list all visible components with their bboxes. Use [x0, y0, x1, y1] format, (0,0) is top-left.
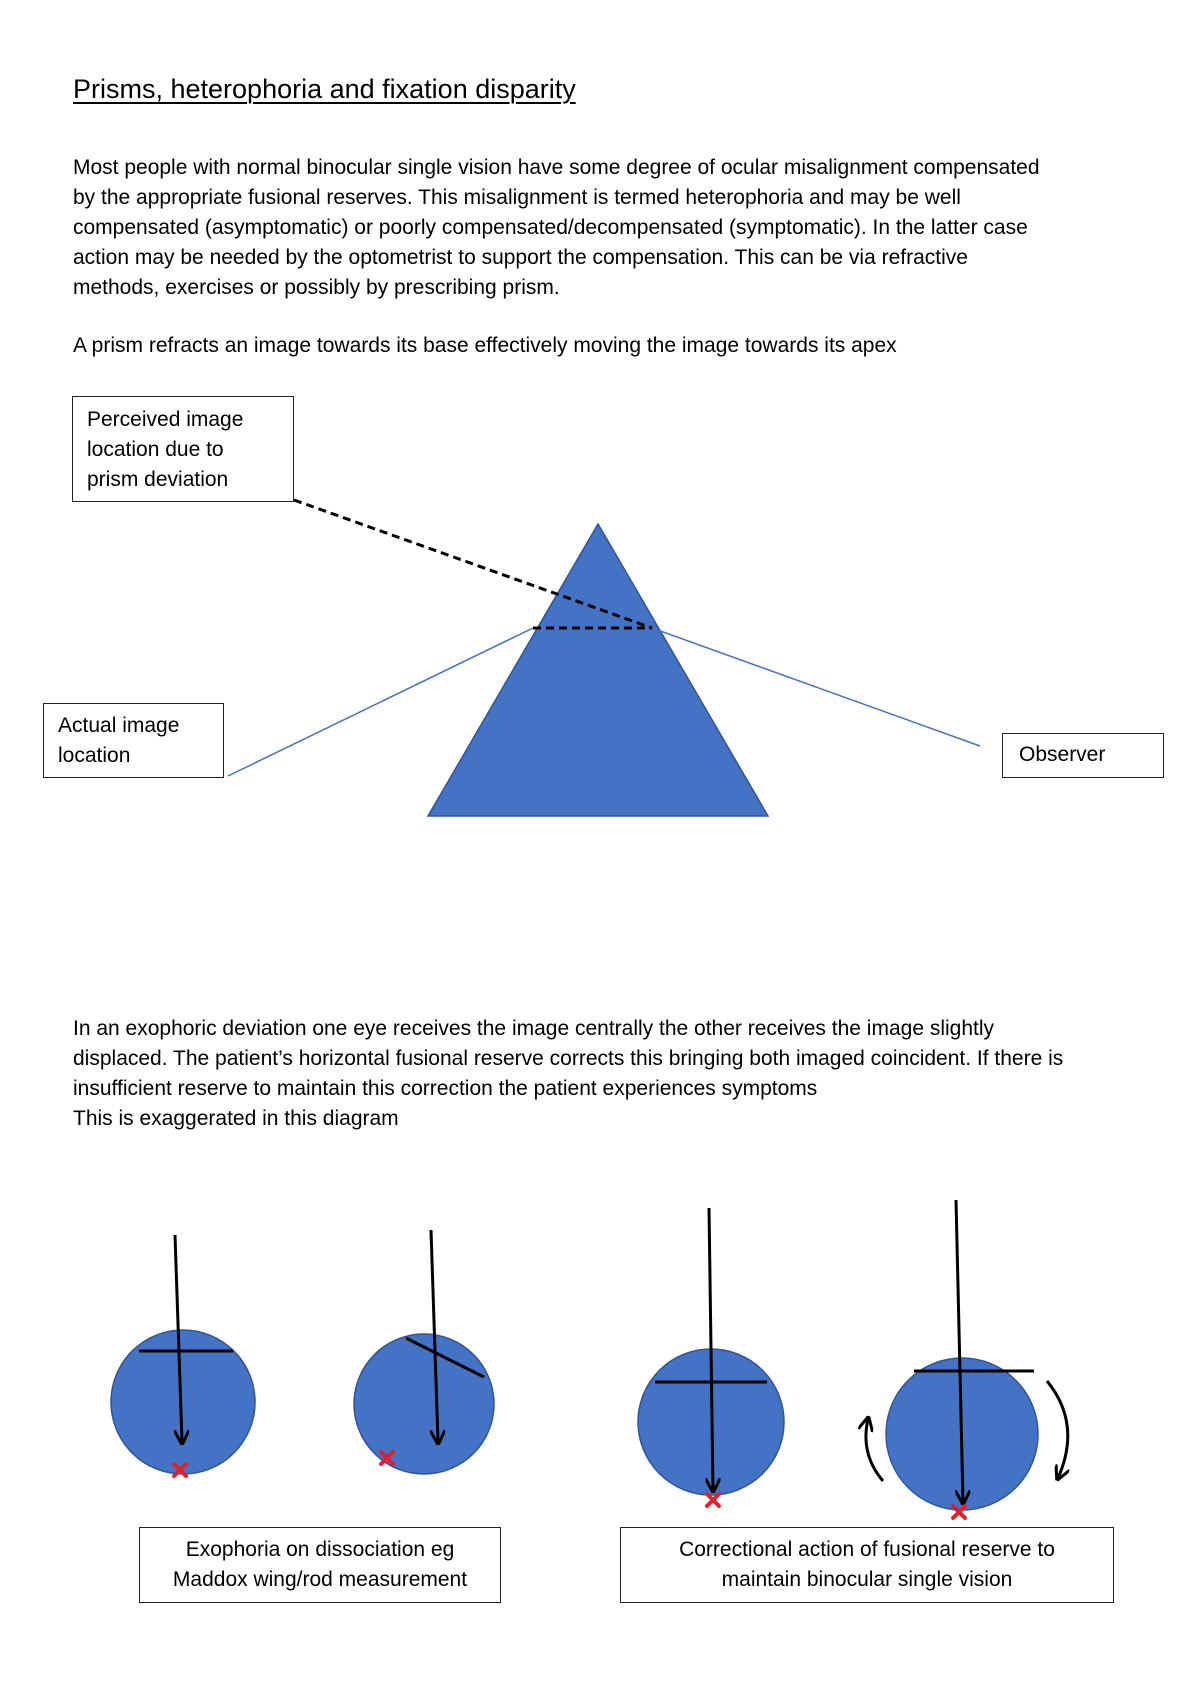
paragraph-line: Most people with normal binocular single vision have some degree of ocular misalignment compensated	[73, 156, 1040, 179]
label-line: location due to	[87, 438, 224, 461]
caption-line: Maddox wing/rod measurement	[172, 1568, 468, 1591]
page-title: Prisms, heterophoria and fixation disparity	[73, 74, 576, 104]
paragraph-line: insufficient reserve to maintain this correction the patient experiences symptoms	[73, 1077, 818, 1100]
eye-3-corrected	[638, 1208, 784, 1506]
paragraph-line: methods, exercises or possibly by prescribing prism.	[73, 276, 560, 299]
exophoria-caption-box	[139, 1527, 501, 1603]
eye-4-corrected	[886, 1200, 1038, 1518]
prism-diagram	[228, 500, 980, 816]
caption-line: Correctional action of fusional reserve to	[679, 1538, 1055, 1561]
eye-2-exophoria	[354, 1230, 494, 1474]
prism-triangle	[428, 524, 768, 816]
exophoria-paragraph	[73, 1014, 1163, 1134]
observer-label-box	[1002, 733, 1164, 778]
correction-caption-box	[620, 1527, 1114, 1603]
eye-3-fovea-marker	[707, 1494, 719, 1506]
perceived-image-label-box	[72, 396, 294, 502]
paragraph-line: action may be needed by the optometrist to support the compensation. This can be via refractive	[73, 246, 968, 269]
rotation-arrow-left-icon	[866, 1419, 883, 1481]
label-line: location	[58, 744, 131, 767]
paragraph-line: In an exophoric deviation one eye receives the image centrally the other receives the image slightly	[73, 1017, 995, 1040]
label-line: Actual image	[58, 714, 180, 737]
eye-1-exophoria	[111, 1235, 255, 1476]
label-line: prism deviation	[87, 468, 229, 491]
label-line: Observer	[1019, 743, 1106, 766]
caption-line: Exophoria on dissociation eg	[185, 1538, 455, 1561]
paragraph-line: A prism refracts an image towards its base effectively moving the image towards its apex	[73, 334, 897, 357]
rotation-arrow-right-icon	[1047, 1381, 1068, 1478]
eye-2-circle	[354, 1334, 494, 1474]
paragraph-line: This is exaggerated in this diagram	[73, 1107, 399, 1130]
actual-image-label-box	[43, 703, 224, 778]
paragraph-line: by the appropriate fusional reserves. This misalignment is termed heterophoria and may be well	[73, 186, 961, 209]
caption-line: maintain binocular single vision	[721, 1568, 1013, 1591]
paragraph-line: compensated (asymptomatic) or poorly compensated/decompensated (symptomatic). In the latter case	[73, 216, 1028, 239]
paragraph-line: displaced. The patient’s horizontal fusional reserve corrects this bringing both imaged coincident. If there is	[73, 1047, 1064, 1070]
label-line: Perceived image	[87, 408, 244, 431]
